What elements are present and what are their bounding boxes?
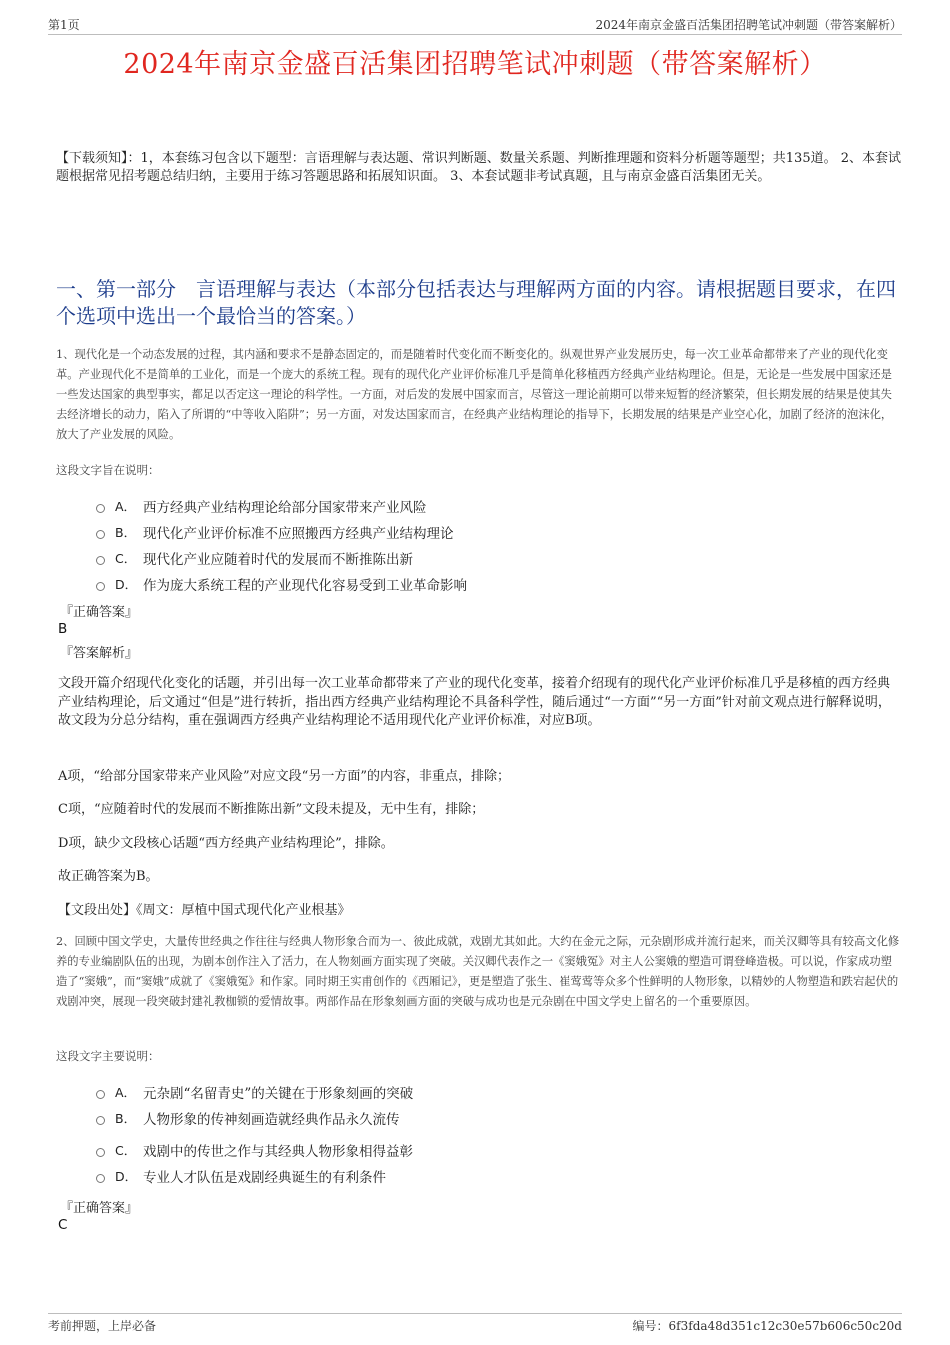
analysis-label: 『答案解析』 xyxy=(60,646,139,661)
question-1-options xyxy=(96,493,796,597)
option-a[interactable]: A． 元杂剧“名留青史”的关键在于形象刻画的突破 xyxy=(96,1079,796,1105)
question-2-options xyxy=(96,1079,796,1189)
page-title: 2024年南京金盛百活集团招聘笔试冲刺题（带答案解析） xyxy=(123,49,827,80)
source-citation: 【文段出处】《周文：厚植中国式现代化产业根基》 xyxy=(58,903,351,918)
question-2-prompt: 这段文字主要说明： xyxy=(56,1049,160,1063)
radio-button[interactable] xyxy=(96,582,105,591)
option-d[interactable]: D． 作为庞大系统工程的产业现代化容易受到工业革命影响 xyxy=(96,571,796,597)
analysis-conclusion: 故正确答案为B。 xyxy=(58,869,159,884)
footer-slogan: 考前押题，上岸必备 xyxy=(48,1319,157,1333)
page-header xyxy=(48,14,902,35)
page-number: 第1页 xyxy=(48,18,80,32)
question-2-text: 2、回顾中国文学史，大量传世经典之作往往与经典人物形象合而为一、彼此成就，戏剧尤其如此。大约在金元之际，元杂剧形成并流行起来，而关汉卿等具有较高文化修养的专业编剧队伍的出现，为剧本创作注入了活力，在人物刻画方面实现了突破。关汉卿代表作之一《窦娥冤》对主人公窦娥的塑造可谓登峰造极。可以说，作家成功塑造了“窦娥”，而“窦娥”成就了《窦娥冤》和作家。同时期王实甫创作的《西厢记》，更是塑造了张生、崔莺莺等众多个性鲜明的人物形象，以精妙的人物塑造和跌宕起伏的戏剧冲突，展现一段突破封建礼教枷锁的爱情故事。两部作品在形象刻画方面的突破与成功也是元杂剧在中国文学史上留名的一个重要原因。 xyxy=(56,935,900,1008)
analysis-option-d: D项，缺少文段核心话题“西方经典产业结构理论”，排除。 xyxy=(58,836,394,851)
question-1-text: 1、现代化是一个动态发展的过程，其内涵和要求不是静态固定的，而是随着时代变化而不断变化的。纵观世界产业发展历史，每一次工业革命都带来了产业的现代化变革。产业现代化不是简单的工业化，而是一个庞大的系统工程。现有的现代化产业评价标准几乎是简单化移植西方经典产业结构理论。但是，无论是一些发展中国家还是一些发达国家的典型事实，都足以否定这一理论的科学性。一方面，对后发的发展中国家而言，尽管这一理论前期可以带来短暂的经济繁荣，但长期发展的结果是使其失去经济增长的动力，陷入了所谓的“中等收入陷阱”；另一方面，对发达国家而言，在经典产业结构理论的指导下，长期发展的结果是产业空心化，加剧了经济的泡沫化，放大了产业发展的风险。 xyxy=(56,348,893,441)
option-a[interactable]: A． 西方经典产业结构理论给部分国家带来产业风险 xyxy=(96,493,796,519)
page-footer xyxy=(48,1313,902,1336)
radio-button[interactable] xyxy=(96,1174,105,1183)
radio-button[interactable] xyxy=(96,1090,105,1099)
answer-value: B xyxy=(58,621,68,637)
download-notice: 【下载须知】：1，本套练习包含以下题型：言语理解与表达题、常识判断题、数量关系题、判断推理题和资料分析题等题型；共135道。 2、本套试题根据常见招考题总结归纳，主要用于练习答题思路和拓展知识面。 3、本套试题非考试真题，且与南京金盛百活集团无关。 xyxy=(56,151,901,184)
option-c[interactable]: C． 戏剧中的传世之作与其经典人物形象相得益彰 xyxy=(96,1137,796,1163)
answer-label: 『正确答案』 xyxy=(60,605,139,620)
analysis-text: 文段开篇介绍现代化变化的话题，并引出每一次工业革命都带来了产业的现代化变革，接着介绍现有的现代化产业评价标准几乎是移植的西方经典产业结构理论，后文通过“但是”进行转折，指出西方经典产业结构理论不具备科学性，随后通过“一方面”“另一方面”针对前文观点进行解释说明，故文段为分总分结构，重在强调西方经典产业结构理论不适用现代化产业评价标准，对应B项。 xyxy=(58,676,891,728)
analysis-option-c: C项，“应随着时代的发展而不断推陈出新”文段未提及，无中生有，排除； xyxy=(58,802,485,817)
analysis-option-a: A项，“给部分国家带来产业风险”对应文段“另一方面”的内容，非重点，排除； xyxy=(58,769,510,784)
option-d[interactable]: D． 专业人才队伍是戏剧经典诞生的有利条件 xyxy=(96,1163,796,1189)
option-c[interactable]: C． 现代化产业应随着时代的发展而不断推陈出新 xyxy=(96,545,796,571)
section-title: 一、第一部分 言语理解与表达（本部分包括表达与理解两方面的内容。请根据题目要求，在四个选项中选出一个最恰当的答案。） xyxy=(56,277,896,328)
header-doc-title: 2024年南京金盛百活集团招聘笔试冲刺题（带答案解析） xyxy=(595,18,902,32)
radio-button[interactable] xyxy=(96,530,105,539)
radio-button[interactable] xyxy=(96,1148,105,1157)
answer-value: C xyxy=(58,1217,68,1233)
radio-button[interactable] xyxy=(96,556,105,565)
option-b[interactable]: B． 现代化产业评价标准不应照搬西方经典产业结构理论 xyxy=(96,519,796,545)
radio-button[interactable] xyxy=(96,1116,105,1125)
radio-button[interactable] xyxy=(96,504,105,513)
question-1-prompt: 这段文字旨在说明： xyxy=(56,463,160,477)
document-id: 编号：6f3fda48d351c12c30e57b606c50c20d xyxy=(632,1319,902,1333)
option-b[interactable]: B． 人物形象的传神刻画造就经典作品永久流传 xyxy=(96,1105,796,1131)
answer-label: 『正确答案』 xyxy=(60,1201,139,1216)
